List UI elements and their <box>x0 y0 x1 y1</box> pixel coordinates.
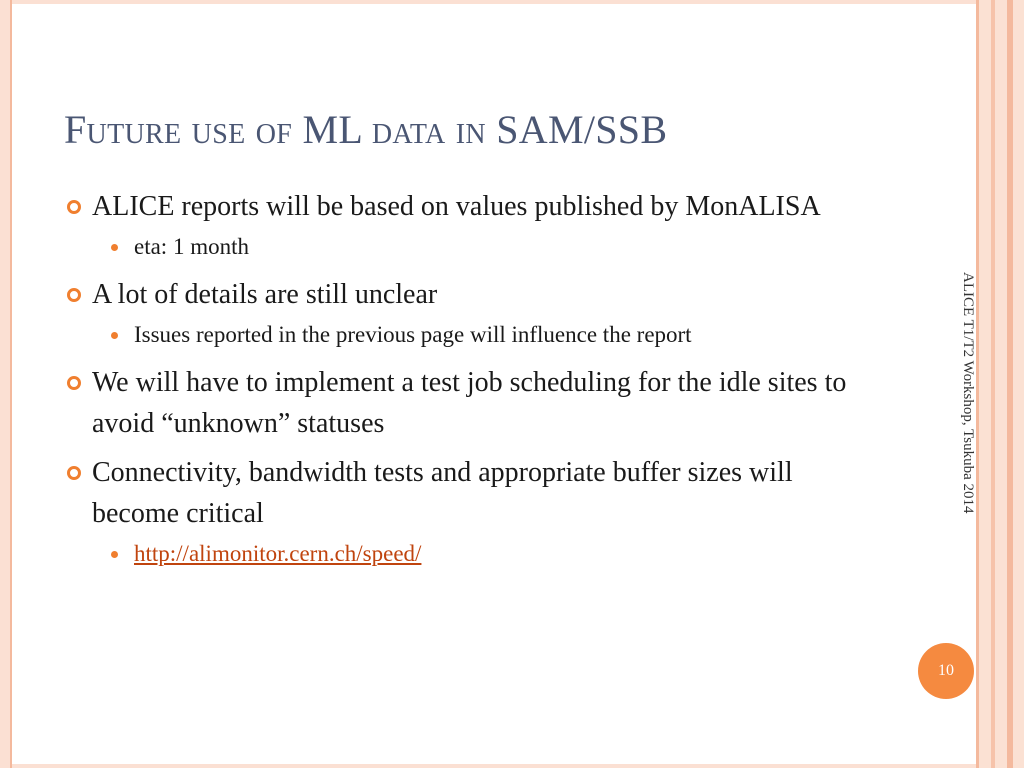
frame-left-line <box>10 0 12 768</box>
bullet-item <box>64 274 884 352</box>
bullet-ring-icon <box>67 288 81 302</box>
sub-bullet-text: eta: 1 month <box>134 234 249 259</box>
bullet-ring-icon <box>67 466 81 480</box>
sub-bullet-item <box>92 229 884 264</box>
bullet-item <box>64 186 884 264</box>
bullet-text: Connectivity, bandwidth tests and appropriate buffer sizes will become critical <box>92 457 793 529</box>
footer-vertical-label: ALICE T1/T2 Workshop, Tsukuba 2014 <box>960 272 976 514</box>
bullet-text: A lot of details are still unclear <box>92 279 438 310</box>
bullet-list <box>64 186 884 581</box>
bullet-dot-icon <box>111 244 118 251</box>
frame-bottom <box>0 764 1024 768</box>
frame-left <box>0 0 10 768</box>
bullet-ring-icon <box>67 376 81 390</box>
bullet-dot-icon <box>111 551 118 558</box>
speed-test-link[interactable]: http://alimonitor.cern.ch/speed/ <box>134 541 422 566</box>
sub-list <box>92 229 884 264</box>
slide-title: Future use of ML data in SAM/SSB <box>64 107 668 152</box>
sub-bullet-text: Issues reported in the previous page will influence the report <box>134 322 692 347</box>
bullet-text: ALICE reports will be based on values published by MonALISA <box>92 191 821 222</box>
bullet-ring-icon <box>67 200 81 214</box>
sub-bullet-item <box>92 536 884 571</box>
decorative-stripes <box>976 0 1024 768</box>
frame-top <box>0 0 1024 4</box>
bullet-item <box>64 362 884 444</box>
page-number-badge: 10 <box>918 643 974 699</box>
sub-list <box>92 536 884 571</box>
bullet-dot-icon <box>111 332 118 339</box>
sub-bullet-item <box>92 317 884 352</box>
sub-list <box>92 317 884 352</box>
bullet-text: We will have to implement a test job scheduling for the idle sites to avoid “unknown” statuses <box>92 367 847 439</box>
bullet-item <box>64 452 884 571</box>
